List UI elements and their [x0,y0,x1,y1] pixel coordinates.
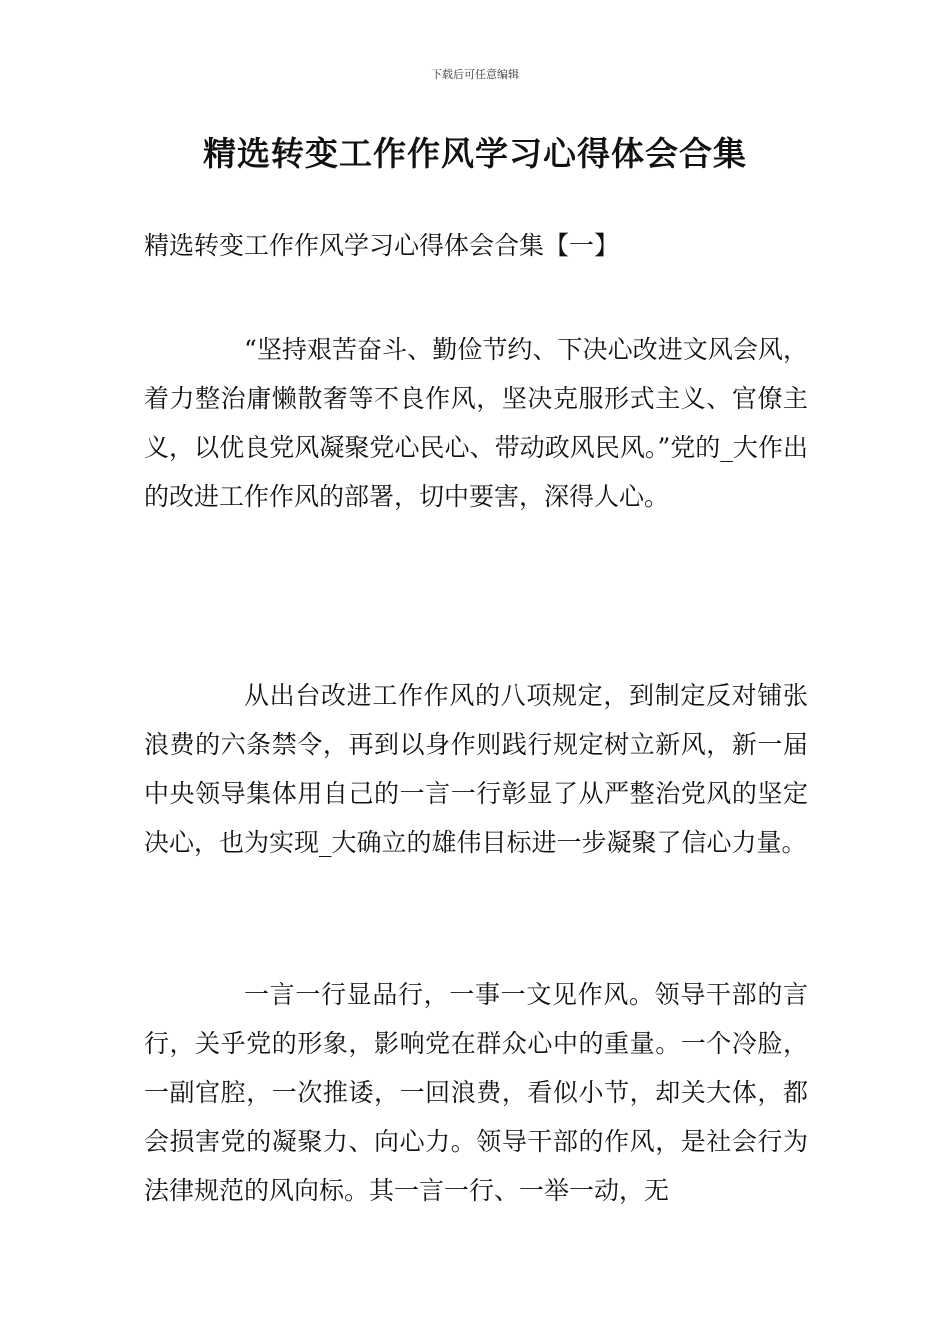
document-title: 精选转变工作作风学习心得体会合集 [203,134,747,173]
section-heading: 精选转变工作作风学习心得体会合集【一】 [144,231,620,260]
header-note: 下载后可任意编辑 [431,68,519,81]
paragraph-3: 一言一行显品行，一事一文见作风。领导干部的言行，关乎党的形象，影响党在群众心中的重量。一个冷脸，一副官腔，一次推诿，一回浪费，看似小节，却关大体，都会损害党的凝聚力、向心力。领导干部的作风，是社会行为法律规范的风向标。其一言一行、一举一动，无 [144,980,808,1205]
paragraph-1: “坚持艰苦奋斗、勤俭节约、下决心改进文风会风，着力整治庸懒散奢等不良作风，坚决克服形式主义、官僚主义，以优良党风凝聚党心民心、带动政风民风。”党的_大作出的改进工作作风的部署，切中要害，深得人心。 [144,335,808,511]
paragraph-2: 从出台改进工作作风的八项规定，到制定反对铺张浪费的六条禁令，再到以身作则践行规定树立新风，新一届中央领导集体用自己的一言一行彰显了从严整治党风的坚定决心，也为实现_大确立的雄伟目标进一步凝聚了信心力量。 [144,681,808,857]
